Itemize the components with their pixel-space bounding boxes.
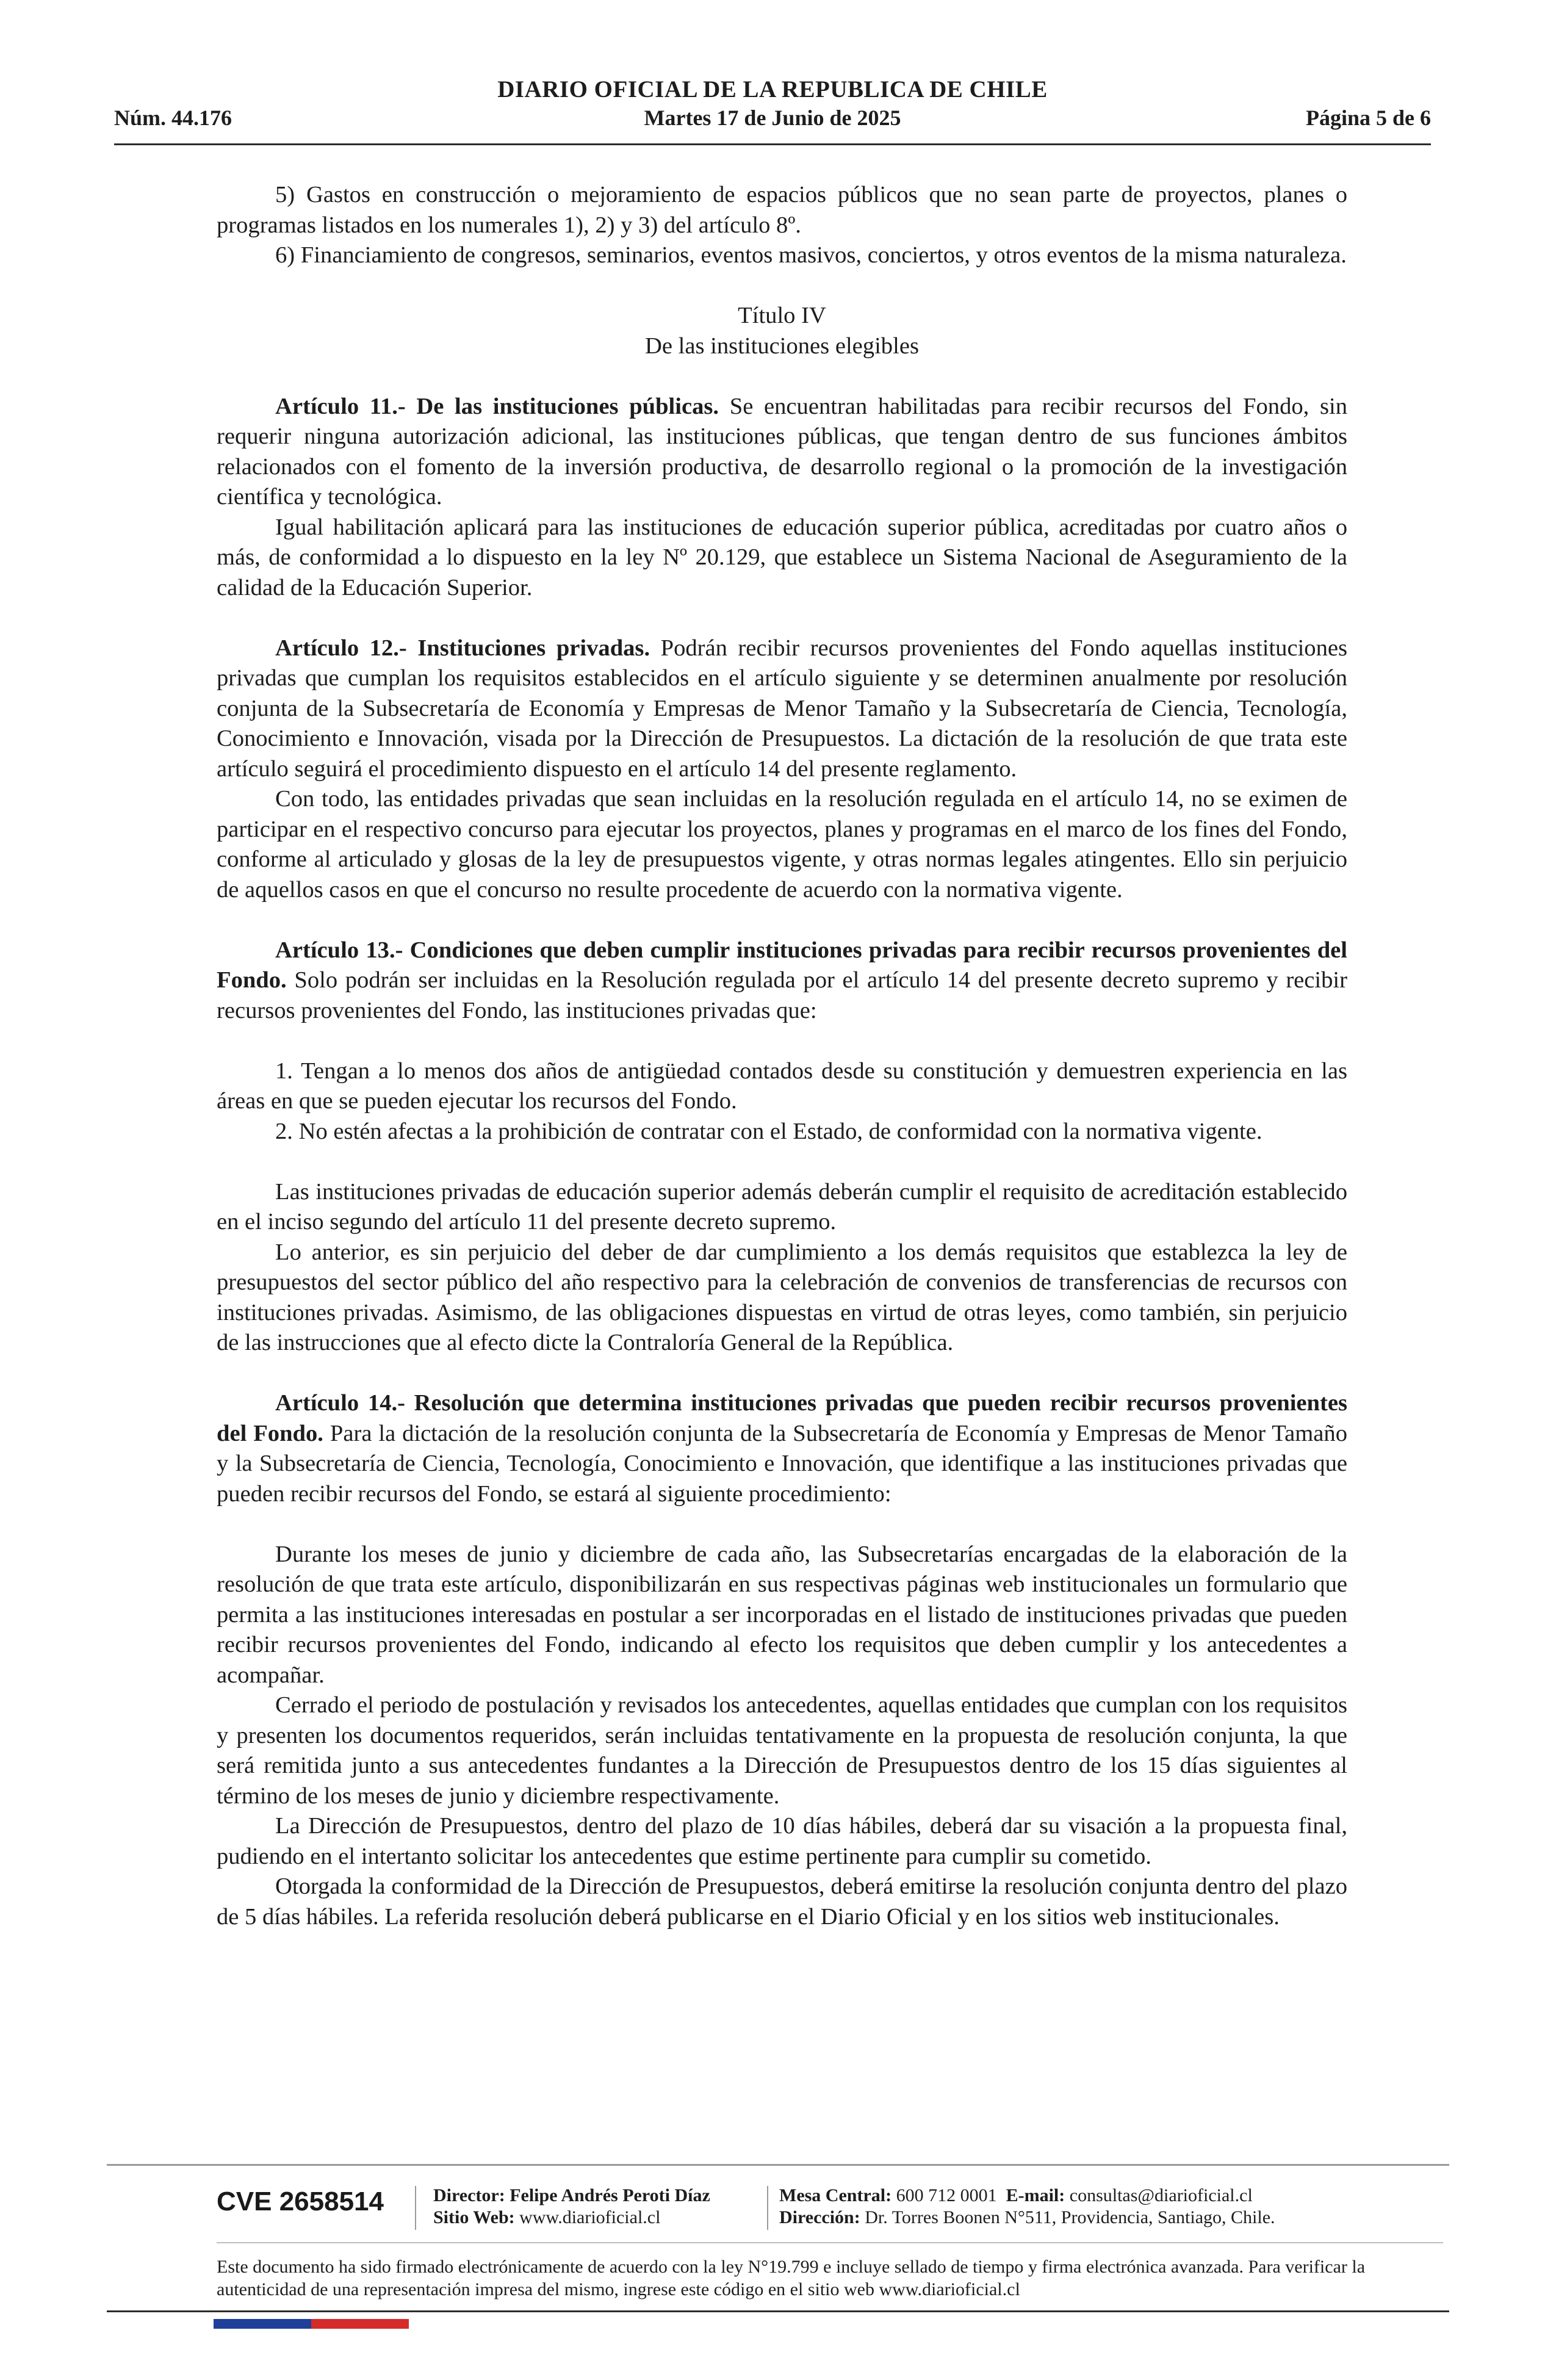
article-14-heading: Artículo 14.- Resolución que determina instituciones privadas que pueden recibir recursos provenientes del Fondo. xyxy=(217,1390,1347,1446)
header-rule xyxy=(114,143,1431,145)
page-number: Página 5 de 6 xyxy=(1305,106,1431,130)
section-subtitle: De las instituciones elegibles xyxy=(645,333,919,359)
list-item-5: 5) Gastos en construcción o mejoramiento de espacios públicos que no sean parte de proyectos, planes o programas listados en los numerales 1), 2) y 3) del artículo 8º. xyxy=(217,182,1347,238)
cve-code: CVE 2658514 xyxy=(217,2187,384,2216)
address: Dr. Torres Boonen N°511, Providencia, Santiago, Chile. xyxy=(860,2207,1275,2227)
article-14-paragraph-4: La Dirección de Presupuestos, dentro del plazo de 10 días hábiles, deberá dar su visación a la propuesta final, pudiendo en el intertanto solicitar los antecedentes que estime pertinente para cumplir su cometido. xyxy=(217,1813,1347,1869)
article-13-paragraph-2: Las instituciones privadas de educación superior además deberán cumplir el requisito de acreditación establecido en el inciso segundo del artículo 11 del presente decreto supremo. xyxy=(217,1178,1347,1235)
article-11-paragraph-2: Igual habilitación aplicará para las instituciones de educación superior pública, acreditadas por cuatro años o más, de conformidad a lo dispuesto en la ley Nº 20.129, que establece un Sistema Nacional de Aseguramiento de la calidad de la Educación Superior. xyxy=(217,514,1347,600)
article-14-paragraph-1: Artículo 14.- Resolución que determina instituciones privadas que pueden recibir recursos provenientes del Fondo. Para la dictación de la resolución conjunta de la Subsecretaría de Economía y Empresas de Menor Tamaño y la Subsecretaría de Ciencia, Tecnología, Conocimiento e Innovación, que identifique a las instituciones privadas que pueden recibir recursos del Fondo, se estará al siguiente procedimiento: xyxy=(217,1390,1348,1507)
document-body xyxy=(217,180,1347,1932)
article-12-paragraph-1: Artículo 12.- Instituciones privadas. Podrán recibir recursos provenientes del Fondo aquellas instituciones privadas que cumplan los requisitos establecidos en el artículo siguiente y se determinen anualmente por resolución conjunta de la Subsecretaría de Economía y Empresas de Menor Tamaño y la Subsecretaría de Ciencia, Tecnología, Conocimiento e Innovación, visada por la Dirección de Presupuestos. La dictación de la resolución de que trata este artículo seguirá el procedimiento dispuesto en el artículo 14 del presente reglamento. xyxy=(217,635,1347,782)
footer-divider xyxy=(217,2242,1443,2243)
flag-red-stripe xyxy=(311,2319,409,2329)
footer-director-block: Director: Felipe Andrés Peroti Díaz Sitio Web: www.diarioficial.cl xyxy=(433,2185,710,2227)
email-link[interactable]: consultas@diarioficial.cl xyxy=(1065,2185,1253,2205)
website-link[interactable]: www.diarioficial.cl xyxy=(514,2207,661,2227)
footer-separator xyxy=(415,2186,416,2230)
article-11-paragraph-1: Artículo 11.- De las instituciones públicas. Se encuentran habilitadas para recibir recursos del Fondo, sin requerir ninguna autorización adicional, las instituciones públicas, que tengan dentro de sus funciones ámbitos relacionados con el fomento de la inversión productiva, de desarrollo regional o la promoción de la investigación científica y tecnológica. xyxy=(217,393,1347,510)
article-13-paragraph-3: Lo anterior, es sin perjuicio del deber de dar cumplimiento a los demás requisitos que establezca la ley de presupuestos del sector público del año respectivo para la celebración de convenios de transferencias de recursos con instituciones privadas. Asimismo, de las obligaciones dispuestas en virtud de otras leyes, como también, sin perjuicio de las instrucciones que al efecto dicte la Contraloría General de la República. xyxy=(217,1239,1347,1355)
article-13-heading: Artículo 13.- Condiciones que deben cumplir instituciones privadas para recibir recursos provenientes del Fondo. xyxy=(217,937,1347,993)
article-13-item-2: 2. No estén afectas a la prohibición de contratar con el Estado, de conformidad con la normativa vigente. xyxy=(275,1118,1262,1144)
legal-notice: Este documento ha sido firmado electrónicamente de acuerdo con la ley N°19.799 e incluye sellado de tiempo y firma electrónica avanzada. Para verificar la autenticidad de una representación impresa del mismo, ingrese este código en el sitio web www.diarioficial.cl xyxy=(217,2257,1366,2299)
issue-number: Núm. 44.176 xyxy=(114,106,232,130)
footer-contact-block: Mesa Central: 600 712 0001 E-mail: consultas@diarioficial.cl Dirección: Dr. Torres Boonen N°511, Providencia, Santiago, Chile. xyxy=(779,2185,1275,2227)
article-14-paragraph-5: Otorgada la conformidad de la Dirección de Presupuestos, deberá emitirse la resolución conjunta dentro del plazo de 5 días hábiles. La referida resolución deberá publicarse en el Diario Oficial y en los sitios web institucionales. xyxy=(217,1873,1347,1930)
footer-separator xyxy=(767,2186,768,2230)
article-13-paragraph-1: Artículo 13.- Condiciones que deben cumplir instituciones privadas para recibir recursos provenientes del Fondo. Solo podrán ser incluidas en la Resolución regulada por el artículo 14 del presente decreto supremo y recibir recursos provenientes del Fondo, las instituciones privadas que: xyxy=(217,937,1347,1023)
article-12-heading: Artículo 12.- Instituciones privadas. xyxy=(275,635,650,661)
newspaper-title: DIARIO OFICIAL DE LA REPUBLICA DE CHILE xyxy=(497,76,1048,103)
footer-top-rule xyxy=(107,2164,1449,2166)
footer-bottom-rule xyxy=(107,2310,1449,2312)
page-footer xyxy=(107,2164,1449,2359)
flag-blue-stripe xyxy=(214,2319,311,2329)
issue-date: Martes 17 de Junio de 2025 xyxy=(644,106,901,130)
article-14-paragraph-3: Cerrado el periodo de postulación y revisados los antecedentes, aquellas entidades que cumplan con los requisitos y presenten los documentos requeridos, serán incluidas tentativamente en la propuesta de resolución conjunta, la que será remitida junto a sus antecedentes fundantes a la Dirección de Presupuestos dentro de los 15 días siguientes al término de los meses de junio y diciembre respectivamente. xyxy=(217,1692,1347,1809)
director-name: Felipe Andrés Peroti Díaz xyxy=(505,2185,710,2205)
section-title: Título IV xyxy=(738,303,826,328)
article-14-paragraph-2: Durante los meses de junio y diciembre de cada año, las Subsecretarías encargadas de la elaboración de la resolución de que trata este artículo, disponibilizarán en sus respectivas páginas web institucionales un formulario que permita a las instituciones interesadas en postular a ser incorporadas en el listado de instituciones privadas que pueden recibir recursos provenientes del Fondo, indicando al efecto los requisitos que deben cumplir y los antecedentes a acompañar. xyxy=(217,1541,1347,1688)
article-12-paragraph-2: Con todo, las entidades privadas que sean incluidas en la resolución regulada en el artículo 14, no se eximen de participar en el respectivo concurso para ejecutar los proyectos, planes y programas en el marco de los fines del Fondo, conforme al articulado y glosas de la ley de presupuestos vigente, y otras normas legales atingentes. Ello sin perjuicio de aquellos casos en que el concurso no resulte procedente de acuerdo con la normativa vigente. xyxy=(217,786,1347,903)
list-item-6: 6) Financiamiento de congresos, seminarios, eventos masivos, conciertos, y otros eventos de la misma naturaleza. xyxy=(275,242,1347,268)
article-13-item-1: 1. Tengan a lo menos dos años de antigüedad contados desde su constitución y demuestren experiencia en las áreas en que se pueden ejecutar los recursos del Fondo. xyxy=(217,1058,1347,1114)
phone-number: 600 712 0001 xyxy=(891,2185,997,2205)
page-header xyxy=(114,73,1431,145)
article-11-heading: Artículo 11.- De las instituciones públicas. xyxy=(275,393,719,419)
